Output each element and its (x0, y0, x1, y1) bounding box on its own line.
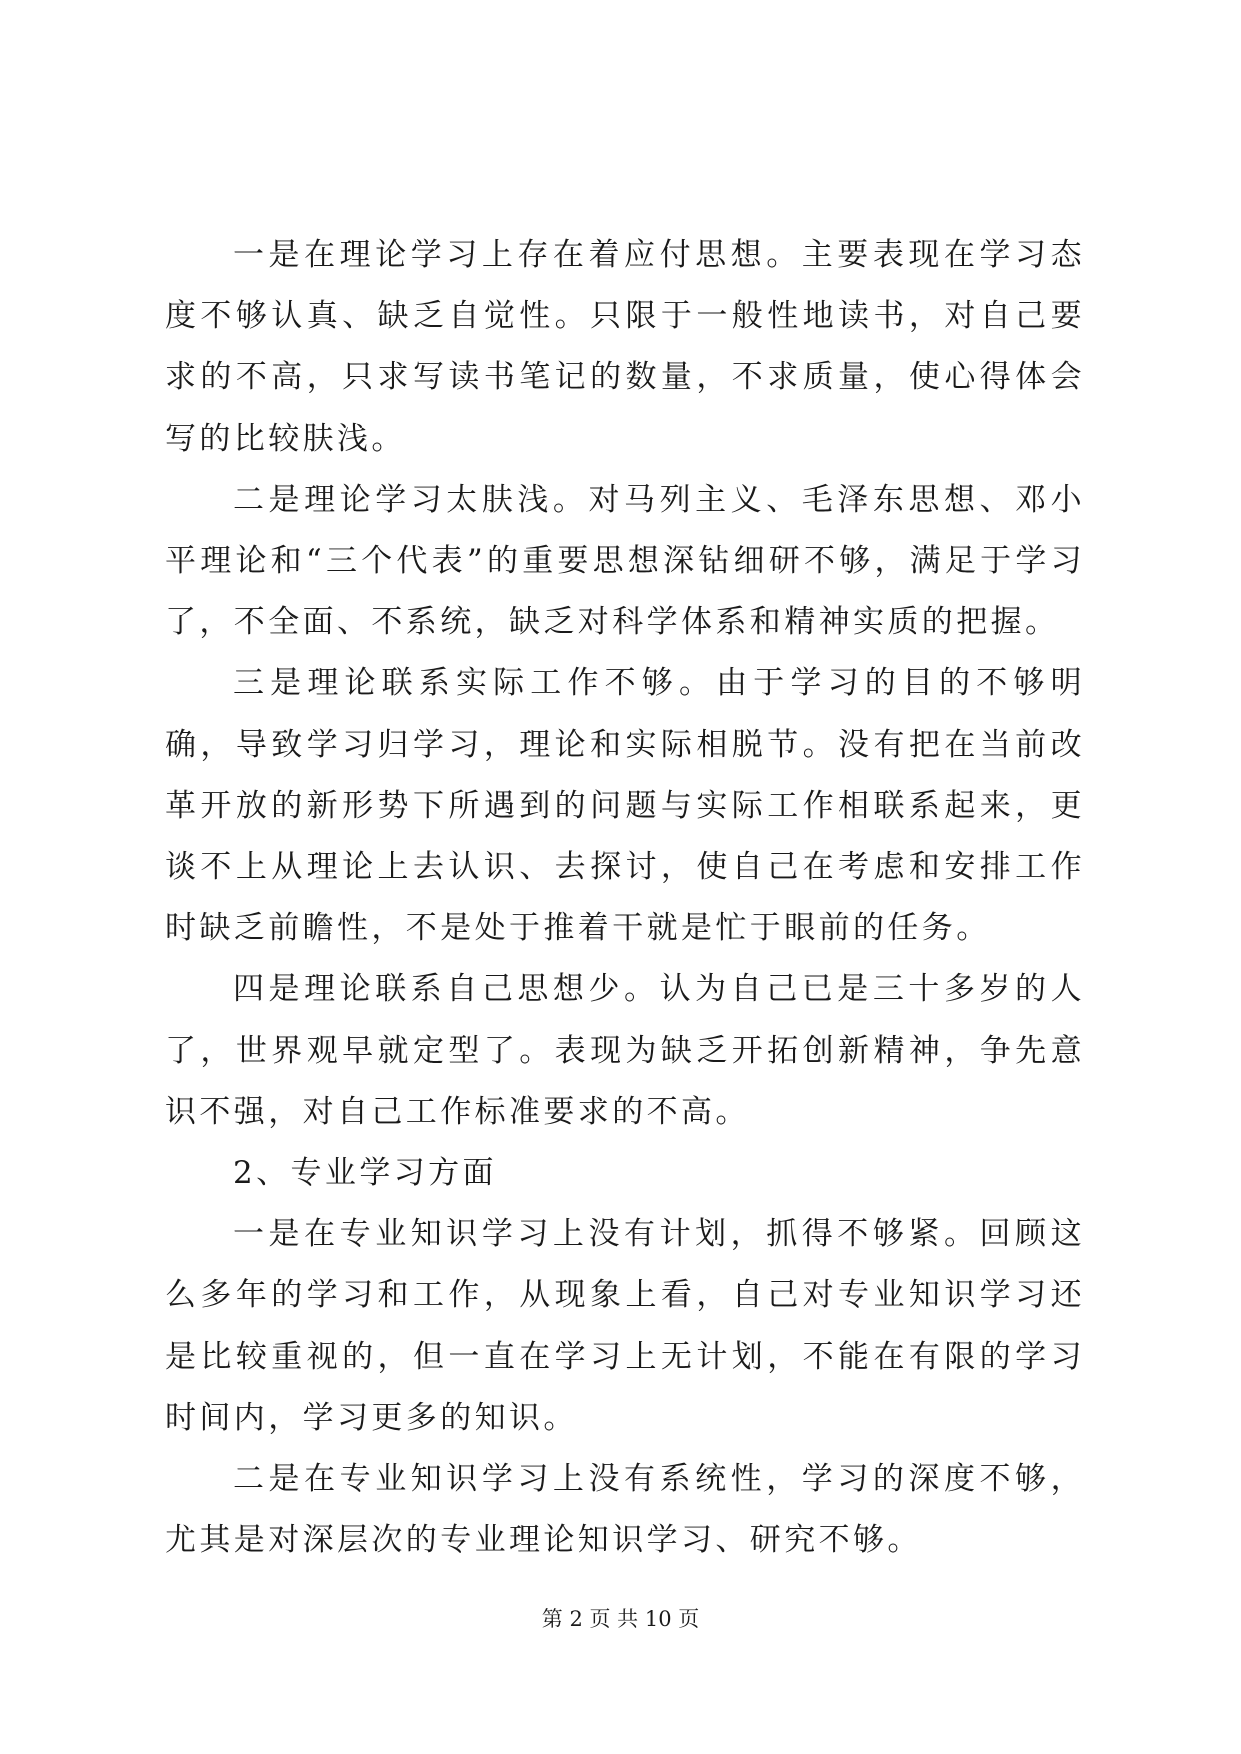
paragraph-professional-plan: 一是在专业知识学习上没有计划，抓得不够紧。回顾这么多年的学习和工作，从现象上看，自己对专业知识学习还是比较重视的，但一直在学习上无计划，不能在有限的学习时间内，学习更多的知识。 (165, 1216, 1085, 1436)
paragraph-theory-self: 四是理论联系自己思想少。认为自己已是三十多岁的人了，世界观早就定型了。表现为缺乏开拓创新精神，争先意识不强，对自己工作标准要求的不高。 (165, 971, 1085, 1130)
paragraph-theory-coping: 一是在理论学习上存在着应付思想。主要表现在学习态度不够认真、缺乏自觉性。只限于一般性地读书，对自己要求的不高，只求写读书笔记的数量，不求质量，使心得体会写的比较肤浅。 (165, 237, 1085, 457)
page-number-footer: 第 2 页 共 10 页 (541, 1607, 700, 1631)
paragraph-theory-practice: 三是理论联系实际工作不够。由于学习的目的不够明确，导致学习归学习，理论和实际相脱节。没有把在当前改革开放的新形势下所遇到的问题与实际工作相联系起来，更谈不上从理论上去认识、去探讨，使自己在考虑和安排工作时缺乏前瞻性，不是处于推着干就是忙于眼前的任务。 (165, 665, 1085, 947)
paragraph-theory-shallow: 二是理论学习太肤浅。对马列主义、毛泽东思想、邓小平理论和“三个代表”的重要思想深钻细研不够，满足于学习了，不全面、不系统，缺乏对科学体系和精神实质的把握。 (165, 481, 1085, 641)
paragraph-professional-system: 二是在专业知识学习上没有系统性，学习的深度不够，尤其是对深层次的专业理论知识学习、研究不够。 (165, 1461, 1085, 1559)
document-body (165, 225, 1085, 1571)
section-heading-professional-study: 2、专业学习方面 (233, 1155, 497, 1192)
